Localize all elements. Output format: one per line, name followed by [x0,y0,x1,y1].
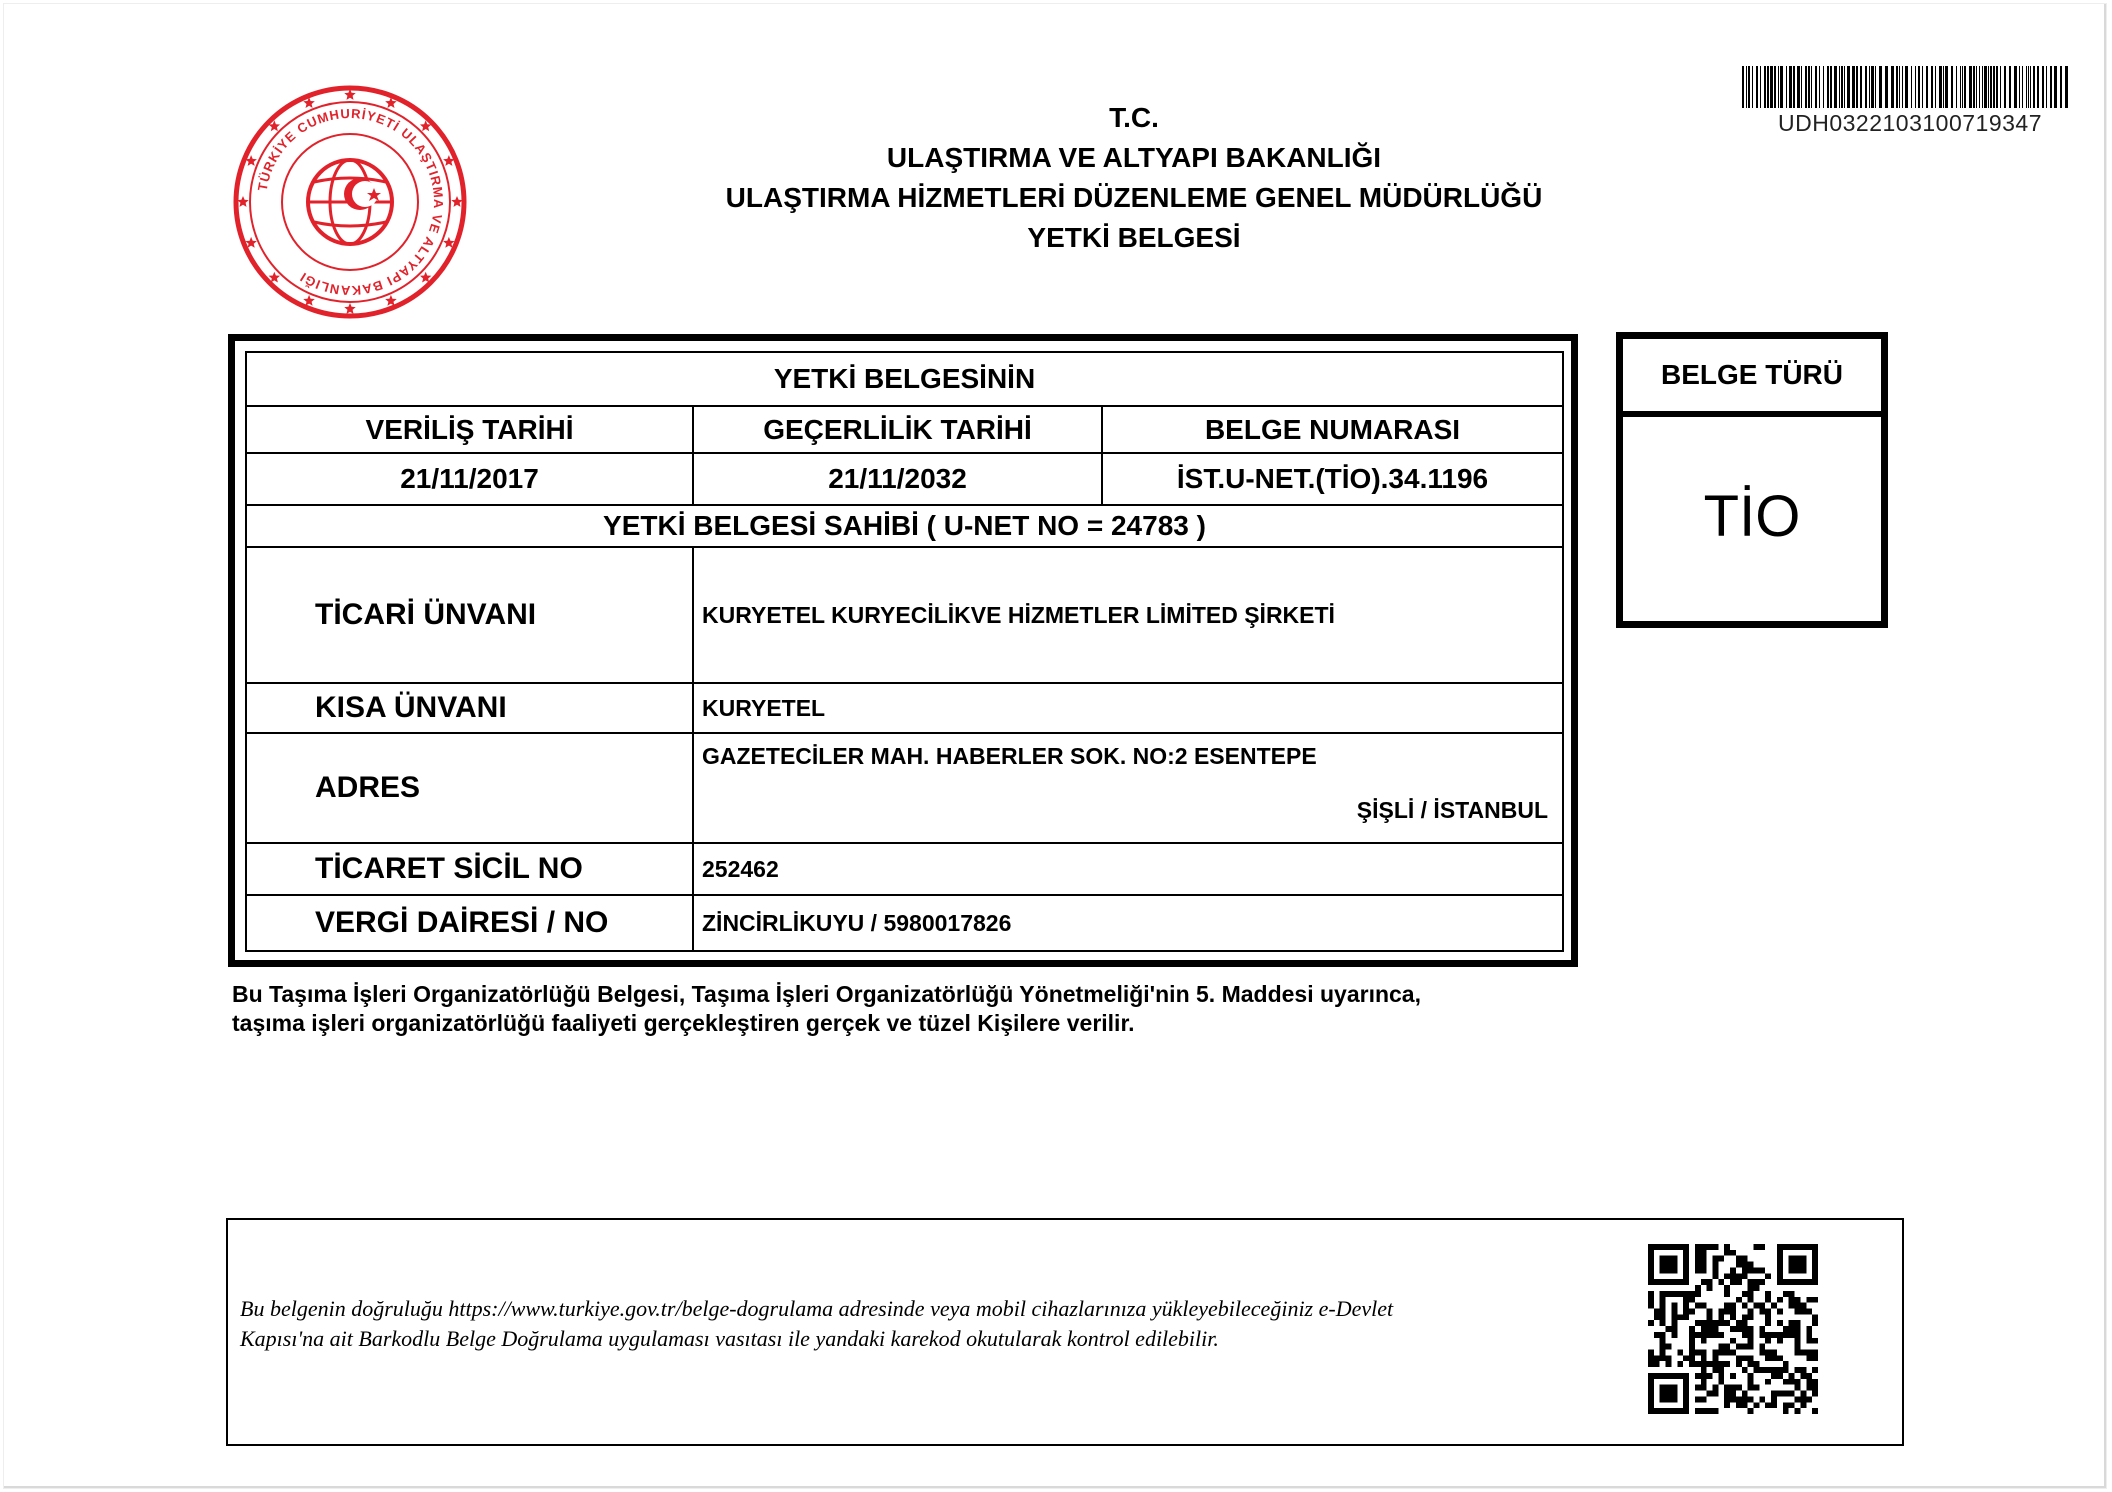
column-issue-date: VERİLİŞ TARİHİ [246,406,693,453]
header-country: T.C. [1109,102,1159,133]
validity-date-value: 21/11/2032 [693,453,1102,505]
address-label: ADRES [246,733,693,843]
header-document-title: YETKİ BELGESİ [1027,222,1241,253]
document-header [604,98,1664,258]
qr-code-image [1648,1244,1818,1414]
column-validity-date: GEÇERLİLİK TARİHİ [693,406,1102,453]
registry-label: TİCARET SİCİL NO [246,843,693,895]
certificate-box [228,334,1578,967]
barcode-number: UDH0322103100719347 [1778,110,2042,136]
verification-text [240,1294,1600,1354]
tax-label: VERGİ DAİRESİ / NO [246,895,693,951]
registry-value: 252462 [693,843,1563,895]
trade-name-label: TİCARİ ÜNVANI [246,547,693,683]
holder-title: YETKİ BELGESİ SAHİBİ ( U-NET NO = 24783 ) [246,505,1563,547]
address-value [693,733,1563,843]
ministry-seal-logo [232,84,468,320]
document-page [4,4,2106,1488]
document-type-box [1616,332,1888,628]
note-line-2: taşıma işleri organizatörlüğü faaliyeti gerçekleştiren gerçek ve tüzel Kişilere verilir. [232,1010,1135,1036]
header-directorate: ULAŞTIRMA HİZMETLERİ DÜZENLEME GENEL MÜDÜRLÜĞÜ [725,182,1543,213]
verification-line-1: Bu belgenin doğruluğu https://www.turkiye.gov.tr/belge-dogrulama adresinde veya mobil cihazlarınıza yükleyebileceğiniz e-Devlet [240,1296,1394,1321]
address-line-2: ŞİŞLİ / İSTANBUL [1356,797,1548,823]
header-ministry: ULAŞTIRMA VE ALTYAPI BAKANLIĞI [886,142,1382,173]
barcode-image [1742,66,2068,108]
trade-name-value: KURYETEL KURYECİLİKVE HİZMETLER LİMİTED ŞİRKETİ [693,547,1563,683]
tax-value: ZİNCİRLİKUYU / 5980017826 [693,895,1563,951]
svg-text:TÜRKİYE CUMHURİYETİ ULAŞTIRMA: TÜRKİYE CUMHURİYETİ ULAŞTIRMA VE ALTYAPI BAKANLIĞI [254,105,447,299]
address-line-1: GAZETECİLER MAH. HABERLER SOK. NO:2 ESENTEPE [702,743,1317,769]
short-name-label: KISA ÜNVANI [246,683,693,733]
certificate-table [245,351,1564,952]
verification-line-2: Kapısı'na ait Barkodlu Belge Doğrulama uygulaması vasıtası ile yandaki karekod okutularak kontrol edilebilir. [240,1326,1219,1351]
short-name-value: KURYETEL [693,683,1563,733]
document-type-label: BELGE TÜRÜ [1623,339,1881,417]
issue-date-value: 21/11/2017 [246,453,693,505]
certificate-section-title: YETKİ BELGESİNİN [246,352,1563,406]
document-type-value: TİO [1703,484,1801,549]
verification-box [226,1218,1904,1446]
regulation-note [232,980,1632,1038]
document-number-value: İST.U-NET.(TİO).34.1196 [1102,453,1563,505]
column-document-number: BELGE NUMARASI [1102,406,1563,453]
note-line-1: Bu Taşıma İşleri Organizatörlüğü Belgesi, Taşıma İşleri Organizatörlüğü Yönetmeliği'nin 5. Maddesi uyarınca, [232,981,1421,1007]
